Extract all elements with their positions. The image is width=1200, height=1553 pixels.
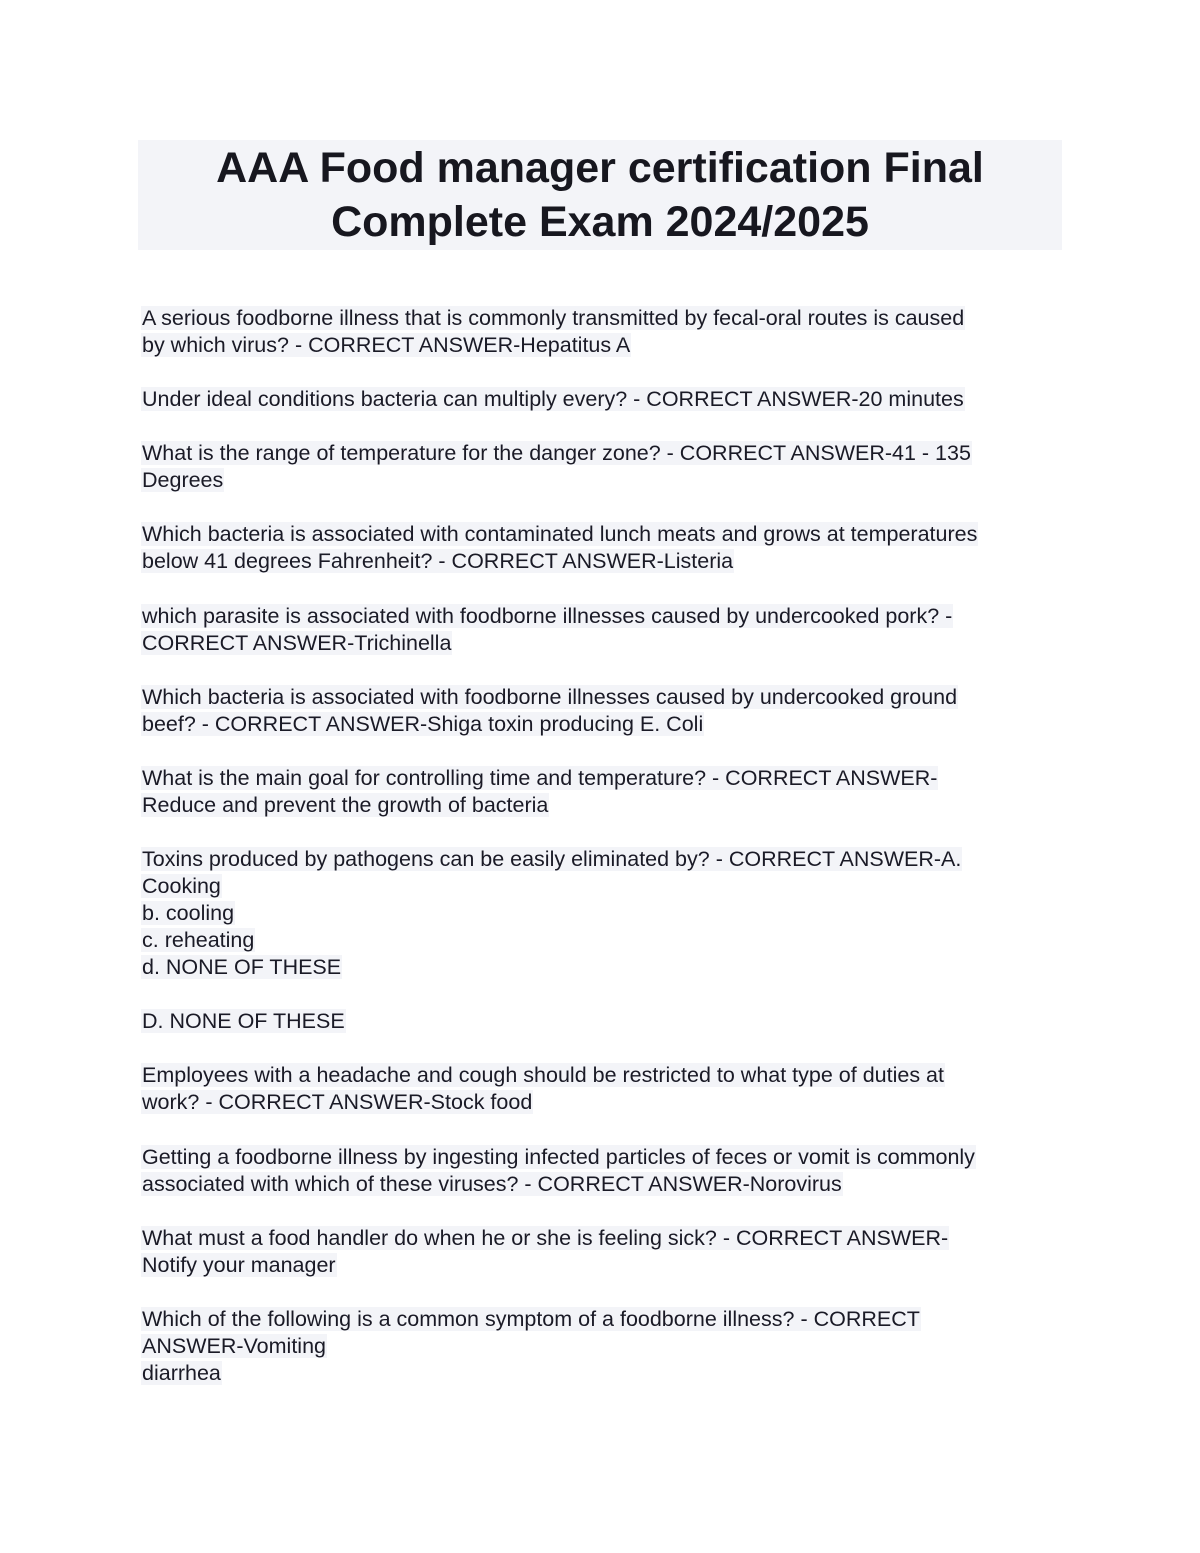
question-line: work? - CORRECT ANSWER-Stock food	[142, 1090, 533, 1114]
question-line: What is the range of temperature for the danger zone? - CORRECT ANSWER-41 - 135	[142, 441, 971, 465]
question-item	[141, 684, 1071, 738]
answer-option: d. NONE OF THESE	[142, 955, 342, 979]
question-item	[141, 1306, 1071, 1387]
question-line: associated with which of these viruses? - CORRECT ANSWER-Norovirus	[142, 1172, 842, 1196]
question-line: Reduce and prevent the growth of bacteria	[142, 793, 549, 817]
question-line: Cooking	[142, 874, 221, 898]
question-item	[141, 765, 1071, 819]
question-item	[141, 521, 1071, 575]
question-item	[141, 440, 1071, 494]
question-line: Under ideal conditions bacteria can multiply every? - CORRECT ANSWER-20 minutes	[142, 387, 964, 411]
document-title	[138, 140, 1062, 250]
question-item	[141, 1225, 1071, 1279]
answer-option: c. reheating	[142, 928, 255, 952]
question-line: What must a food handler do when he or she is feeling sick? - CORRECT ANSWER-	[142, 1226, 949, 1250]
question-item	[141, 846, 1071, 981]
question-line: which parasite is associated with foodborne illnesses caused by undercooked pork? -	[142, 604, 953, 628]
answer-option: b. cooling	[142, 901, 235, 925]
question-item	[141, 1008, 1071, 1035]
question-line: ANSWER-Vomiting	[142, 1334, 326, 1358]
question-item	[141, 386, 1071, 413]
question-line: Getting a foodborne illness by ingesting infected particles of feces or vomit is commonly	[142, 1145, 975, 1169]
title-line-2: Complete Exam 2024/2025	[331, 198, 869, 246]
question-line: beef? - CORRECT ANSWER-Shiga toxin producing E. Coli	[142, 712, 704, 736]
question-line: Which bacteria is associated with foodborne illnesses caused by undercooked ground	[142, 685, 958, 709]
question-line: Which of the following is a common symptom of a foodborne illness? - CORRECT	[142, 1307, 920, 1331]
question-line: Employees with a headache and cough should be restricted to what type of duties at	[142, 1063, 944, 1087]
question-line: Toxins produced by pathogens can be easily eliminated by? - CORRECT ANSWER-A.	[142, 847, 962, 871]
question-line: Notify your manager	[142, 1253, 336, 1277]
title-line-1: AAA Food manager certification Final	[216, 144, 984, 192]
question-line: Which bacteria is associated with contaminated lunch meats and grows at temperatures	[142, 522, 978, 546]
question-line: by which virus? - CORRECT ANSWER-Hepatitus A	[142, 333, 631, 357]
question-line: D. NONE OF THESE	[142, 1009, 345, 1033]
question-line: Degrees	[142, 468, 224, 492]
question-item	[141, 305, 1071, 359]
question-item	[141, 1062, 1071, 1116]
question-line: below 41 degrees Fahrenheit? - CORRECT ANSWER-Listeria	[142, 549, 734, 573]
question-line: diarrhea	[142, 1361, 221, 1385]
question-line: A serious foodborne illness that is commonly transmitted by fecal-oral routes is caused	[142, 306, 965, 330]
question-line: What is the main goal for controlling time and temperature? - CORRECT ANSWER-	[142, 766, 938, 790]
question-line: CORRECT ANSWER-Trichinella	[142, 631, 452, 655]
question-item	[141, 603, 1071, 657]
question-item	[141, 1144, 1071, 1198]
